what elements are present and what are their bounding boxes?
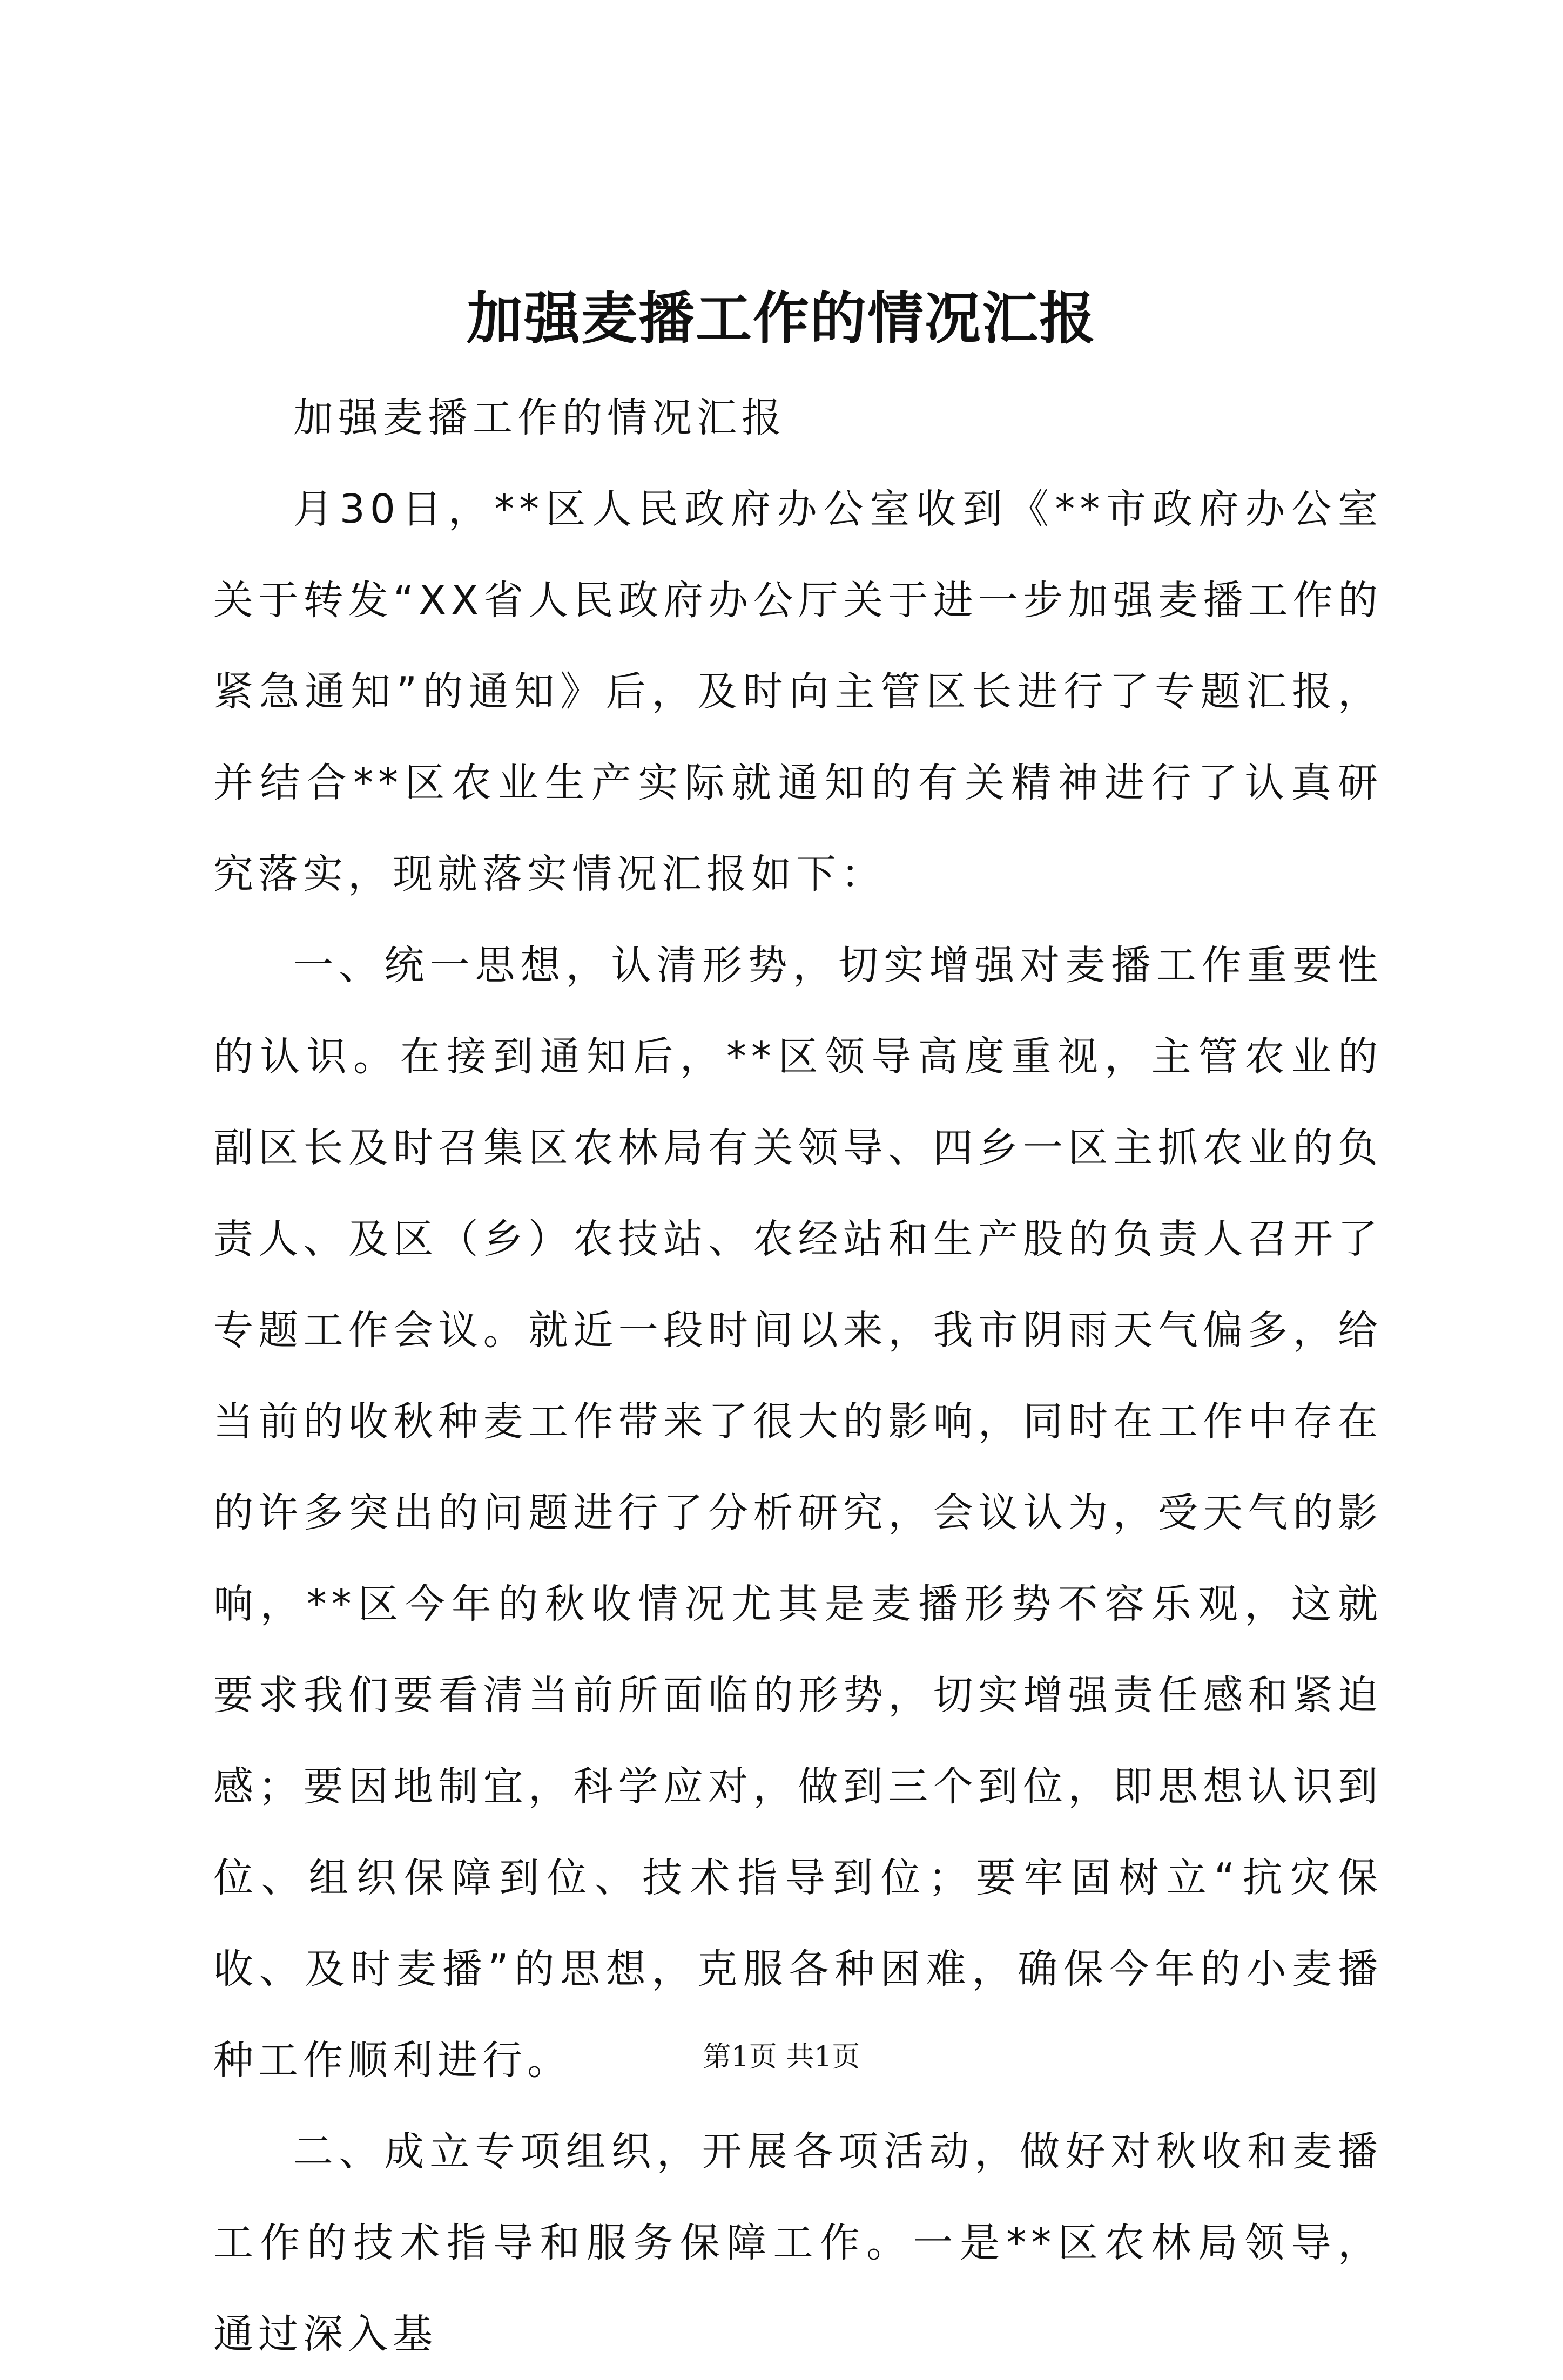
document-title: 加强麦播工作的情况汇报 <box>466 285 1096 351</box>
page-footer: 第1页 共1页 <box>703 2041 860 2073</box>
paragraph: 二、成立专项组织，开展各项活动，做好对秋收和麦播工作的技术指导和服务保障工作。一是**区农林局领导，通过深入基 <box>213 2128 1383 2357</box>
document-subtitle: 加强麦播工作的情况汇报 <box>293 395 786 441</box>
paragraph: 一、统一思想，认清形势，切实增强对麦播工作重要性的认识。在接到通知后，**区领导高度重视，主管农业的副区长及时召集区农林局有关领导、四乡一区主抓农业的负责人、及区（乡）农技站、农经站和生产股的负责人召开了专题工作会议。就近一段时间以来，我市阴雨天气偏多，给当前的收秋种麦工作带来了很大的影响，同时在工作中存在的许多突出的问题进行了分析研究，会议认为，受天气的影响，**区今年的秋收情况尤其是麦播形势不容乐观，这就要求我们要看清当前所面临的形势，切实增强责任感和紧迫感；要因地制宜，科学应对，做到三个到位，即思想认识到位、组织保障到位、技术指导到位；要牢固树立“抗灾保收、及时麦播”的思想，克服各种困难，确保今年的小麦播种工作顺利进行。 <box>213 942 1383 2084</box>
paragraph: 月30日，**区人民政府办公室收到《**市政府办公室关于转发“XX省人民政府办公厅关于进一步加强麦播工作的紧急通知”的通知》后，及时向主管区长进行了专题汇报，并结合**区农业生产实际就通知的有关精神进行了认真研究落实，现就落实情况汇报如下： <box>213 486 1383 897</box>
document-body <box>213 373 1383 2380</box>
